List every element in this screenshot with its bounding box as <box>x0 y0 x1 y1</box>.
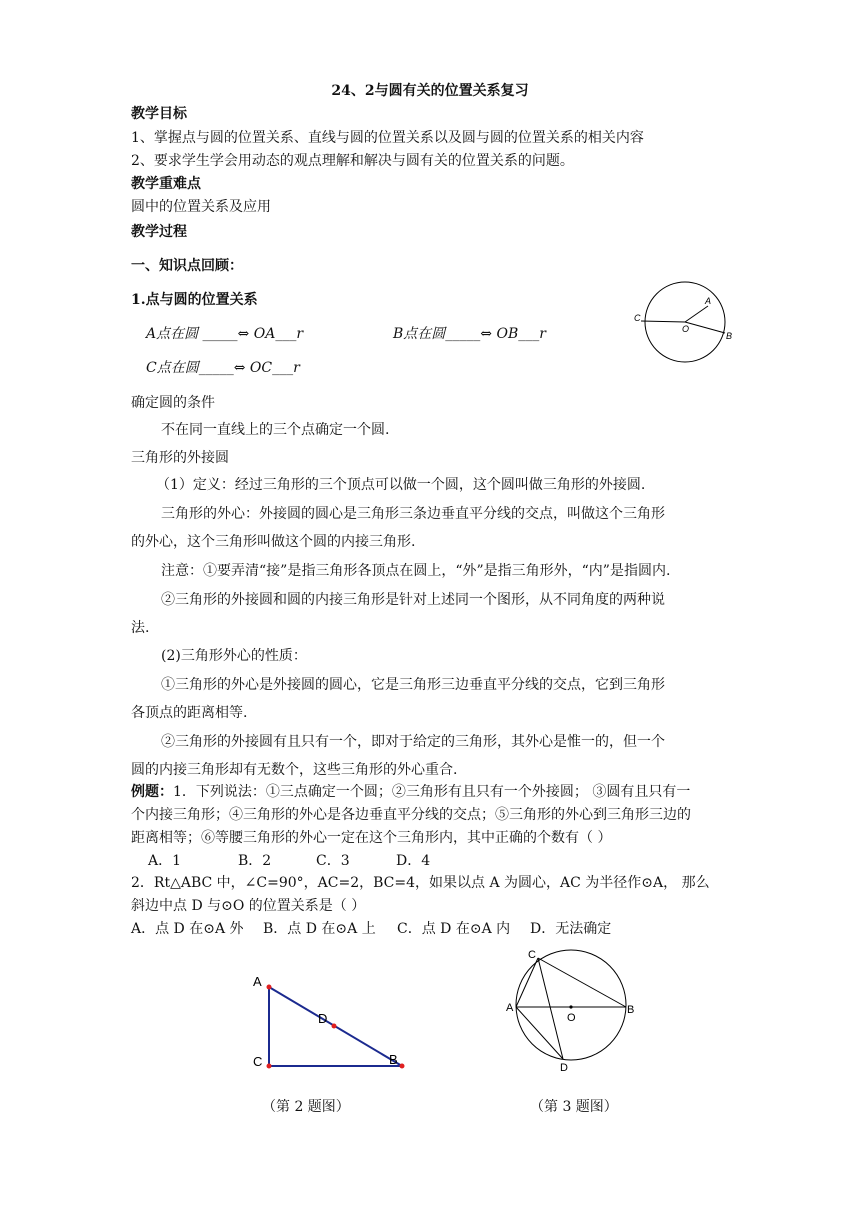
q1-option-b: B．2 <box>238 853 272 869</box>
figure-q2-caption: （第 2 题图） <box>262 1099 350 1115</box>
q1-option-a: A．1 <box>148 853 182 869</box>
circumcenter-line-2: 的外心，这个三角形叫做这个圆的内接三角形. <box>131 534 416 550</box>
fig2-point-b <box>400 1064 405 1069</box>
fig2-label-a: A <box>253 974 262 989</box>
property2-line-1: ②三角形的外接圆有且只有一个，即对于给定的三角形，其外心是惟一的，但一个 <box>161 734 665 750</box>
example-q1-text-1: 1．下列说法：①三点确定一个圆；②三角形有且只有一个外接圆； ③圆有且只有一 <box>173 784 691 800</box>
fig3-label-o: O <box>567 1012 576 1024</box>
q2-option-b: B．点 D 在⊙A 上 <box>263 921 376 937</box>
fig1-segment-oc <box>641 321 685 322</box>
difficulty-heading: 教学重难点 <box>131 176 201 192</box>
fig3-chord-cb <box>538 958 626 1007</box>
fig3-chord-ac <box>516 958 538 1007</box>
point-c-relation: C点在圆_____⇔ OC___r <box>146 360 300 376</box>
fig3-label-c: C <box>528 949 536 961</box>
circumcircle-heading: 三角形的外接圆 <box>131 450 229 466</box>
q1-option-c: C．3 <box>316 853 350 869</box>
fig1-segment-oa <box>685 306 708 322</box>
fig3-label-d: D <box>560 1062 568 1074</box>
property1-line-1: ①三角形的外心是外接圆的圆心，它是三角形三边垂直平分线的交点，它到三角形 <box>161 677 665 693</box>
q2-option-d: D．无法确定 <box>530 921 612 937</box>
figure-q3-circle <box>500 945 645 1075</box>
q1-option-d: D．4 <box>396 853 431 869</box>
point-b-relation: B点在圆_____⇔ OB___r <box>393 326 546 342</box>
goal-item-1: 1、掌握点与圆的位置关系、直线与圆的位置关系以及圆与圆的位置关系的相关内容 <box>131 130 644 146</box>
fig1-label-b: B <box>726 331 733 341</box>
figure-q3-caption: （第 3 题图） <box>530 1099 618 1115</box>
fig2-label-c: C <box>253 1054 263 1069</box>
goals-heading: 教学目标 <box>131 106 187 122</box>
property1-line-2: 各顶点的距离相等. <box>131 705 248 721</box>
fig2-point-c <box>267 1064 272 1069</box>
fig3-center-point <box>569 1005 572 1008</box>
note-line-2: ②三角形的外接圆和圆的内接三角形是针对上述同一个图形，从不同角度的两种说 <box>161 592 665 608</box>
fig3-circle <box>516 950 626 1060</box>
example-q1-line-3: 距离相等；⑥等腰三角形的外心一定在这个三角形内，其中正确的个数有（ ） <box>131 830 612 846</box>
fig3-chord-ad <box>516 1007 563 1059</box>
note-line-3: 法. <box>131 620 150 636</box>
example-q1-line-2: 个内接三角形；④三角形的外心是各边垂直平分线的交点；⑤三角形的外心到三角形三边的 <box>131 807 691 823</box>
goal-item-2: 2、要求学生学会用动态的观点理解和解决与圆有关的位置关系的问题。 <box>131 153 574 169</box>
property2-line-2: 圆的内接三角形却有无数个，这些三角形的外心重合. <box>131 762 458 778</box>
example-q1-line-1 <box>131 782 690 802</box>
point-circle-heading: 1.点与圆的位置关系 <box>131 292 258 308</box>
q2-option-a: A．点 D 在⊙A 外 <box>131 921 244 937</box>
fig2-point-d <box>332 1024 337 1029</box>
fig1-label-o: O <box>682 324 690 334</box>
fig1-label-a: A <box>705 296 712 306</box>
fig2-label-d: D <box>318 1011 328 1026</box>
fig2-label-b: B <box>389 1052 398 1067</box>
example-q2-line-1: 2．Rt△ABC 中，∠C=90°，AC=2，BC=4，如果以点 A 为圆心，AC 为半径作⊙A， 那么 <box>131 875 710 891</box>
process-heading: 教学过程 <box>131 224 187 240</box>
fig2-point-a <box>267 985 272 990</box>
fig1-segment-ob <box>685 322 725 333</box>
point-circle-figure <box>628 278 740 370</box>
example-q2-line-2: 斜边中点 D 与⊙O 的位置关系是（ ） <box>131 898 366 914</box>
q2-option-c: C．点 D 在⊙A 内 <box>397 921 511 937</box>
fig3-label-a: A <box>506 1002 514 1014</box>
point-a-relation: A点在圆 _____⇔ OA___r <box>146 326 304 342</box>
property-heading: (2)三角形外心的性质： <box>161 648 307 664</box>
examples-label: 例题： <box>131 784 173 800</box>
page-title: 24、2与圆有关的位置关系复习 <box>331 83 529 99</box>
note-line-1: 注意：①要弄清“接”是指三角形各顶点在圆上，“外”是指三角形外，“内”是指圆内. <box>161 563 671 579</box>
fig3-label-b: B <box>627 1004 635 1016</box>
fig3-chord-cd <box>538 958 563 1059</box>
fig1-label-c: C <box>634 313 641 323</box>
circumcircle-definition: （1）定义：经过三角形的三个顶点可以做一个圆，这个圆叫做三角形的外接圆. <box>156 477 646 493</box>
figure-q2-triangle <box>248 970 416 1080</box>
circumcenter-line-1: 三角形的外心：外接圆的圆心是三角形三条边垂直平分线的交点，叫做这个三角形 <box>161 506 665 522</box>
determine-heading: 确定圆的条件 <box>131 395 215 411</box>
difficulty-text: 圆中的位置关系及应用 <box>131 199 271 215</box>
determine-text: 不在同一直线上的三个点确定一个圆. <box>161 422 390 438</box>
section1-heading: 一、知识点回顾： <box>131 258 243 274</box>
